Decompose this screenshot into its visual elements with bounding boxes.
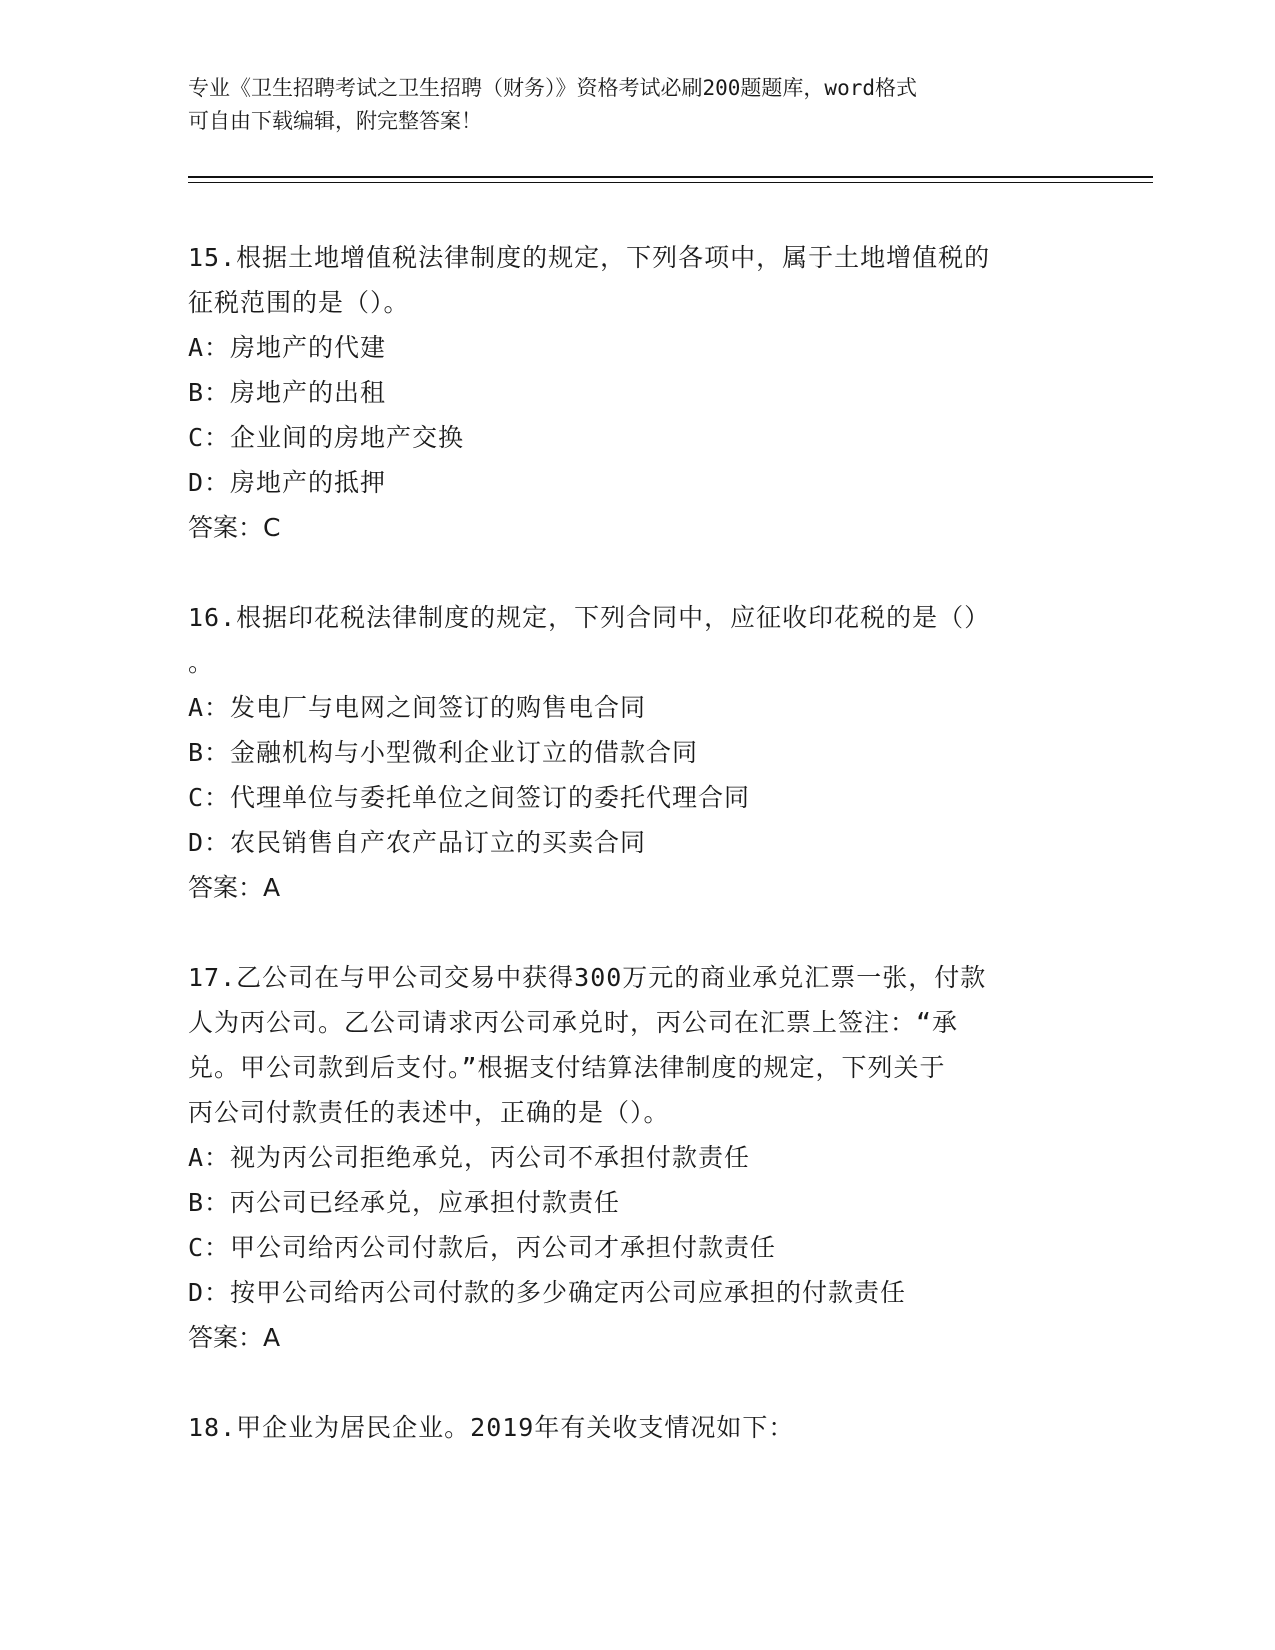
answer: 答案：C — [188, 513, 281, 542]
option-c: C：甲公司给丙公司付款后，丙公司才承担付款责任 — [188, 1233, 777, 1262]
question-17 — [188, 955, 1088, 1360]
header-line-1: 专业《卫生招聘考试之卫生招聘（财务）》资格考试必刷200题题库，word格式 — [188, 76, 917, 100]
header-rule-thin — [188, 182, 1153, 183]
question-stem-line: 征税范围的是（）。 — [188, 288, 410, 317]
question-stem-line: 16.根据印花税法律制度的规定，下列合同中，应征收印花税的是（） — [188, 603, 991, 632]
option-d: D：按甲公司给丙公司付款的多少确定丙公司应承担的付款责任 — [188, 1278, 907, 1307]
header-rule-thick — [188, 176, 1153, 178]
header-line-2: 可自由下载编辑，附完整答案！ — [188, 109, 482, 133]
question-stem-line: 兑。甲公司款到后支付。”根据支付结算法律制度的规定，下列关于 — [188, 1053, 946, 1082]
question-15 — [188, 235, 1088, 550]
document-header — [188, 72, 1068, 138]
option-d: D：房地产的抵押 — [188, 468, 387, 497]
question-16 — [188, 595, 1088, 910]
question-stem-line: 17.乙公司在与甲公司交易中获得300万元的商业承兑汇票一张，付款 — [188, 963, 987, 992]
option-b: B：丙公司已经承兑，应承担付款责任 — [188, 1188, 621, 1217]
answer: 答案：A — [188, 1323, 281, 1352]
option-c: C：代理单位与委托单位之间签订的委托代理合同 — [188, 783, 751, 812]
question-stem-line: 人为丙公司。乙公司请求丙公司承兑时，丙公司在汇票上签注：“承 — [188, 1008, 959, 1037]
question-stem-line: 15.根据土地增值税法律制度的规定，下列各项中，属于土地增值税的 — [188, 243, 991, 272]
question-18 — [188, 1405, 1088, 1450]
option-a: A：房地产的代建 — [188, 333, 387, 362]
question-list — [188, 235, 1088, 1495]
option-c: C：企业间的房地产交换 — [188, 423, 465, 452]
option-b: B：房地产的出租 — [188, 378, 387, 407]
question-stem-line: 。 — [188, 648, 215, 677]
answer: 答案：A — [188, 873, 281, 902]
option-a: A：视为丙公司拒绝承兑，丙公司不承担付款责任 — [188, 1143, 751, 1172]
option-a: A：发电厂与电网之间签订的购售电合同 — [188, 693, 647, 722]
question-stem-line: 丙公司付款责任的表述中，正确的是（）。 — [188, 1098, 670, 1127]
option-d: D：农民销售自产农产品订立的买卖合同 — [188, 828, 647, 857]
option-b: B：金融机构与小型微利企业订立的借款合同 — [188, 738, 699, 767]
question-stem-line: 18.甲企业为居民企业。2019年有关收支情况如下： — [188, 1413, 795, 1442]
